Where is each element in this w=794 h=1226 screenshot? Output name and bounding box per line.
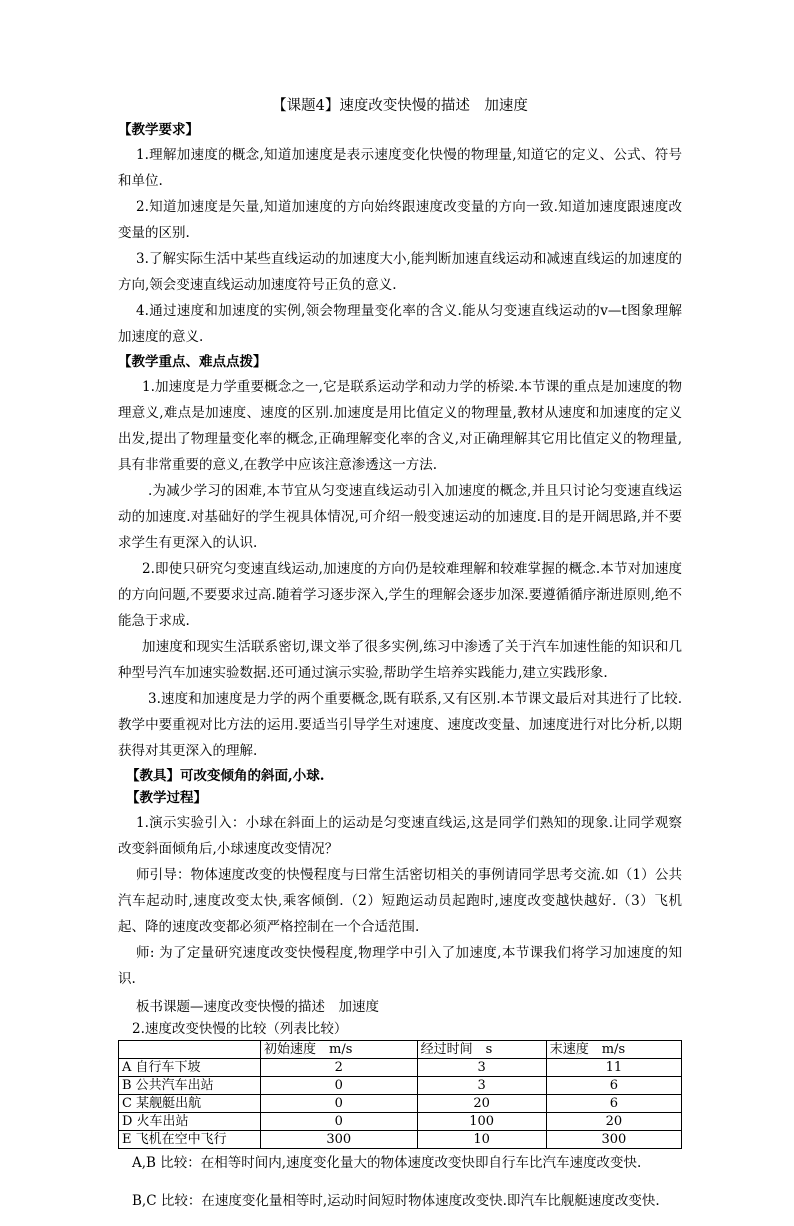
lesson-title: 【课题4】速度改变快慢的描述 加速度	[272, 98, 528, 114]
process-paragraph: 师: 为了定量研究速度改变快慢程度,物理学中引入了加速度,本节课我们将学习加速度的知识.	[118, 945, 682, 987]
table-cell: 100	[417, 1113, 546, 1131]
keypoint-paragraph: 1.加速度是力学重要概念之一,它是联系运动学和动力学的桥梁.本节课的重点是加速度的物理意义,难点是加速度、速度的区别.加速度是用比值定义的物理量,教材从速度和加速度的定义出发,提出了物理量变化率的概念,正确理解变化率的含义,对正确理解其它用比值定义的物理量,具有非常重要的意义,在教学中应该注意渗透这一方法.	[118, 379, 682, 473]
document-page	[118, 96, 682, 1226]
process-heading: 【教学过程】	[126, 790, 207, 806]
table-header-cell	[119, 1041, 261, 1059]
table-cell: 0	[261, 1095, 418, 1113]
table-cell: 300	[261, 1131, 418, 1149]
table-cell: 3	[417, 1077, 546, 1095]
table-cell: 10	[417, 1131, 546, 1149]
row-label: E 飞机在空中飞行	[119, 1131, 261, 1149]
keypoint-paragraph: 3.速度和加速度是力学的两个重要概念,既有联系,又有区别.本节课文最后对其进行了比较.教学中要重视对比方法的运用.要适当引导学生对速度、速度改变量、加速度进行对比分析,以期获得对其更深入的理解.	[118, 691, 682, 759]
table-cell: 2	[261, 1059, 418, 1077]
row-label: B 公共汽车出站	[119, 1077, 261, 1095]
table-header-row	[119, 1041, 682, 1059]
comparison-line: A,B 比较：在相等时间内,速度变化量大的物体速度改变快即自行车比汽车速度改变快.	[132, 1155, 642, 1171]
table-header-cell: 经过时间 s	[417, 1041, 546, 1059]
board-title: 板书课题—速度改变快慢的描述 加速度	[136, 999, 379, 1015]
row-label: A 自行车下坡	[119, 1059, 261, 1077]
table-header-cell: 末速度 m/s	[546, 1041, 681, 1059]
table-row	[119, 1113, 682, 1131]
speed-comparison-table	[118, 1040, 682, 1149]
process-paragraph: 师引导：物体速度改变的快慢程度与曰常生活密切相关的事例请同学思考交流.如（1）公共汽车起动时,速度改变太快,乘客倾倒.（2）短跑运动员起跑时,速度改变越快越好.（3）飞机起、降的速度改变都必须严格控制在一个合适范围.	[118, 867, 682, 935]
table-row	[119, 1095, 682, 1113]
table-cell: 3	[417, 1059, 546, 1077]
table-cell: 20	[546, 1113, 681, 1131]
table-caption: 2.速度改变快慢的比较（列表比较）	[132, 1021, 348, 1037]
row-label: D 火车出站	[119, 1113, 261, 1131]
table-cell: 0	[261, 1077, 418, 1095]
process-paragraph: 1.演示实验引入：小球在斜面上的运动是匀变速直线运,这是同学们熟知的现象.让同学观察改变斜面倾角后,小球速度改变情况？	[118, 815, 682, 857]
table-cell: 6	[546, 1095, 681, 1113]
keypoint-paragraph: 2.即使只研究匀变速直线运动,加速度的方向仍是较难理解和较难掌握的概念.本节对加速度的方向问题,不要要求过高.随着学习逐步深入,学生的理解会逐步加深.要遵循循序渐进原则,绝不能急于求成.	[118, 561, 682, 629]
table-cell: 6	[546, 1077, 681, 1095]
table-row	[119, 1131, 682, 1149]
keypoint-paragraph: 加速度和现实生活联系密切,课文举了很多实例,练习中渗透了关于汽车加速性能的知识和几种型号汽车加速实验数据.还可通过演示实验,帮助学生培养实践能力,建立实践形象.	[118, 639, 682, 681]
table-cell: 20	[417, 1095, 546, 1113]
requirement-item: 1.理解加速度的概念,知道加速度是表示速度变化快慢的物理量,知道它的定义、公式、符号和单位.	[118, 147, 682, 189]
table-cell: 0	[261, 1113, 418, 1131]
table-row	[119, 1059, 682, 1077]
table-cell: 300	[546, 1131, 681, 1149]
keypoint-paragraph: .为减少学习的困难,本节宜从匀变速直线运动引入加速度的概念,并且只讨论匀变速直线运动的加速度.对基础好的学生视具体情况,可介绍一般变速运动的加速度.目的是开阔思路,并不要求学生有更深入的认识.	[118, 483, 682, 551]
requirement-item: 2.知道加速度是矢量,知道加速度的方向始终跟速度改变量的方向一致.知道加速度跟速度改变量的区别.	[118, 199, 682, 241]
requirement-item: 4.通过速度和加速度的实例,领会物理量变化率的含义.能从匀变速直线运动的v—t图象理解加速度的意义.	[118, 303, 682, 345]
keypoints-heading: 【教学重点、难点点拨】	[118, 354, 267, 370]
table-cell: 11	[546, 1059, 681, 1077]
table-row	[119, 1077, 682, 1095]
table-header-cell: 初始速度 m/s	[261, 1041, 418, 1059]
comparison-line: B,C 比较：在速度变化量相等时,运动时间短时物体速度改变快.即汽车比舰艇速度改变快.	[132, 1192, 660, 1209]
tools-line: 【教具】可改变倾角的斜面,小球.	[126, 768, 325, 784]
requirements-heading: 【教学要求】	[118, 122, 199, 138]
requirement-item: 3.了解实际生活中某些直线运动的加速度大小,能判断加速直线运动和减速直线运的加速度的方向,领会变速直线运动加速度符号正负的意义.	[118, 251, 682, 293]
row-label: C 某舰艇出航	[119, 1095, 261, 1113]
